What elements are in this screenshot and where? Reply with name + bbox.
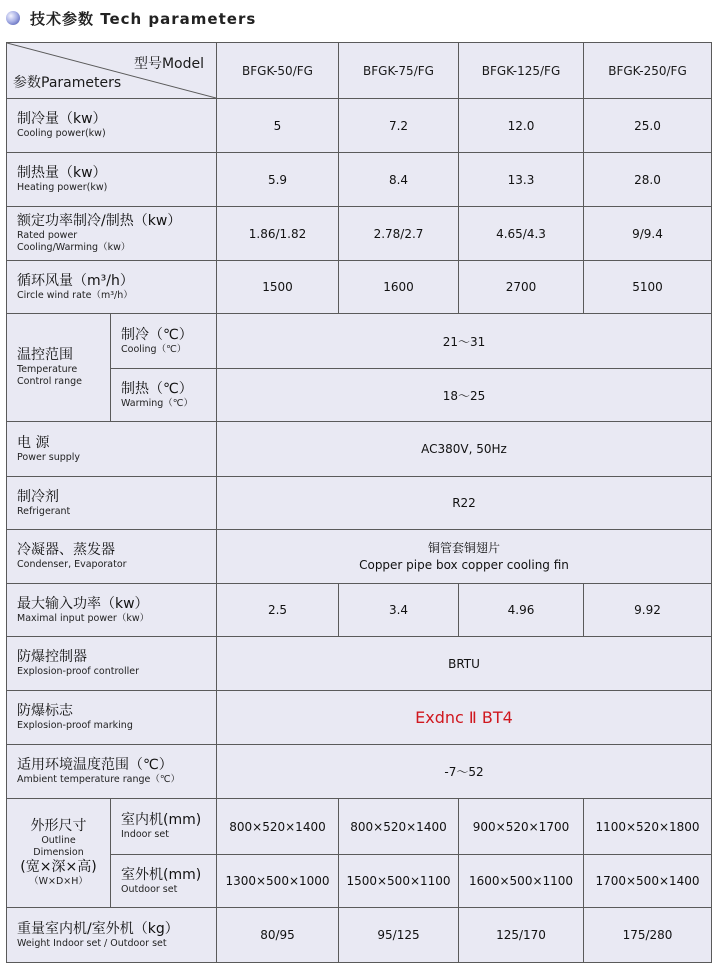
row-cooling-power: [7, 99, 712, 153]
row-label-zh: 制冷剂: [17, 488, 59, 505]
ex-marking-value: Exdnc Ⅱ BT4: [217, 691, 712, 745]
temp-range-label: [7, 314, 111, 422]
row-wind-rate: [7, 261, 712, 314]
row-label-en: Weight Indoor set / Outdoor set: [17, 937, 167, 949]
row-label-en: Outline: [41, 835, 76, 846]
cell-value-en: Copper pipe box copper cooling fin: [359, 557, 569, 572]
cell-value: 1500×500×1100: [339, 855, 459, 908]
model-label: 型号Model: [133, 56, 204, 72]
cell-value: 1100×520×1800: [584, 799, 712, 855]
tech-parameters-table: [6, 42, 712, 963]
row-label-zh: 制热量（kw）: [17, 165, 107, 181]
sub-label-zh: 制冷（℃）: [121, 326, 193, 343]
row-label-en: Explosion-proof controller: [17, 666, 139, 677]
parameters-label: 参数Parameters: [13, 75, 122, 91]
cell-value: 3.4: [339, 584, 459, 637]
model-header: BFGK-250/FG: [584, 43, 712, 99]
section-header: [6, 6, 256, 30]
row-label-zh: 冷凝器、蒸发器: [17, 542, 115, 558]
model-header: BFGK-75/FG: [339, 43, 459, 99]
model-header: BFGK-125/FG: [459, 43, 584, 99]
row-label-zh: 电 源: [17, 434, 50, 451]
row-temp-warming: [7, 369, 712, 422]
sub-label-en: Indoor set: [121, 829, 169, 840]
row-temp-cooling: [7, 314, 712, 369]
cell-value: 175/280: [584, 908, 712, 963]
sub-label-zh: 室外机(mm): [121, 866, 202, 883]
row-ambient-temp: [7, 745, 712, 799]
sub-label-en: Cooling（℃）: [121, 343, 187, 355]
sub-label-en: Warming（℃）: [121, 397, 193, 409]
cell-value: 12.0: [459, 99, 584, 153]
cell-value: 1300×500×1000: [217, 855, 339, 908]
cell-value: R22: [217, 477, 712, 530]
row-ex-marking: [7, 691, 712, 745]
row-label-zh: 制冷量（kw）: [17, 111, 107, 127]
row-label-en: Refrigerant: [17, 505, 71, 517]
cell-value: 4.65/4.3: [459, 207, 584, 261]
row-label-zh: 最大输入功率（kw）: [17, 595, 149, 612]
row-label-en: Control range: [17, 376, 82, 387]
cell-value: 9/9.4: [584, 207, 712, 261]
row-label-en: Dimension: [33, 847, 84, 858]
sub-label-zh: 制热（℃）: [121, 380, 193, 397]
cell-value: 1600×500×1100: [459, 855, 584, 908]
cell-value: 4.96: [459, 584, 584, 637]
cell-value: 1600: [339, 261, 459, 314]
row-label-en: Explosion-proof marking: [17, 720, 133, 731]
cell-value: 28.0: [584, 153, 712, 207]
cell-value: 900×520×1700: [459, 799, 584, 855]
cell-value: 5: [217, 99, 339, 153]
cell-value: 13.3: [459, 153, 584, 207]
cell-value: 2.5: [217, 584, 339, 637]
row-condenser: [7, 530, 712, 584]
cell-value: 5100: [584, 261, 712, 314]
row-label-zh: 温控范围: [17, 347, 73, 363]
row-heating-power: [7, 153, 712, 207]
cell-value: 1.86/1.82: [217, 207, 339, 261]
row-label-en: Rated power: [17, 230, 78, 241]
row-label-en: Cooling power(kw): [17, 128, 106, 139]
row-rated-power: [7, 207, 712, 261]
cell-value: 1700×500×1400: [584, 855, 712, 908]
row-label-zh: 重量室内机/室外机（kg）: [17, 920, 179, 937]
row-outline-indoor: [7, 799, 712, 855]
sub-label-en: Outdoor set: [121, 883, 178, 895]
row-label-zh: (宽×深×高): [20, 859, 97, 875]
model-header: BFGK-50/FG: [217, 43, 339, 99]
row-power-supply: [7, 422, 712, 477]
cell-value: 8.4: [339, 153, 459, 207]
cell-value-zh: 铜管套铜翅片: [427, 540, 500, 555]
row-label-en: Heating power(kw): [17, 182, 108, 193]
cell-value: 125/170: [459, 908, 584, 963]
row-label-zh: 循环风量（m³/h）: [17, 272, 134, 289]
row-label-zh: 防爆标志: [17, 703, 73, 719]
row-label-en: （W×D×H）: [29, 876, 88, 887]
cell-value: 80/95: [217, 908, 339, 963]
cell-value: 1500: [217, 261, 339, 314]
row-label-en: Cooling/Warming（kw）: [17, 242, 131, 253]
row-label-en: Maximal input power（kw）: [17, 612, 150, 624]
row-label-en: Temperature: [17, 364, 78, 375]
row-outline-outdoor: [7, 855, 712, 908]
cell-value: AC380V, 50Hz: [217, 422, 712, 477]
cell-value: 2.78/2.7: [339, 207, 459, 261]
row-label-en: Ambient temperature range（℃）: [17, 774, 181, 785]
cell-value: BRTU: [217, 637, 712, 691]
row-label-zh: 额定功率制冷/制热（kw）: [17, 213, 182, 229]
cell-value: 800×520×1400: [339, 799, 459, 855]
cell-value: -7～52: [217, 745, 712, 799]
row-max-input: [7, 584, 712, 637]
row-weight: [7, 908, 712, 963]
cell-value: 2700: [459, 261, 584, 314]
row-label-zh: 适用环境温度范围（℃）: [17, 757, 173, 773]
cell-value: 25.0: [584, 99, 712, 153]
row-label-zh: 防爆控制器: [17, 649, 87, 665]
outline-label: [7, 799, 111, 908]
model-parameter-header: [7, 43, 217, 99]
cell-value: 5.9: [217, 153, 339, 207]
row-refrigerant: [7, 477, 712, 530]
cell-value: 7.2: [339, 99, 459, 153]
row-label-en: Condenser, Evaporator: [17, 559, 127, 570]
row-label-en: Circle wind rate（m³/h）: [17, 289, 133, 301]
section-title: 技术参数 Tech parameters: [30, 9, 257, 28]
cell-value: 800×520×1400: [217, 799, 339, 855]
cell-value: 21～31: [217, 314, 712, 369]
cell-value: 18～25: [217, 369, 712, 422]
row-ex-controller: [7, 637, 712, 691]
row-label-zh: 外形尺寸: [30, 818, 87, 834]
row-label-en: Power supply: [17, 451, 81, 463]
cell-value: 95/125: [339, 908, 459, 963]
bullet-icon: [6, 11, 20, 25]
cell-value: 9.92: [584, 584, 712, 637]
sub-label-zh: 室内机(mm): [121, 812, 202, 828]
